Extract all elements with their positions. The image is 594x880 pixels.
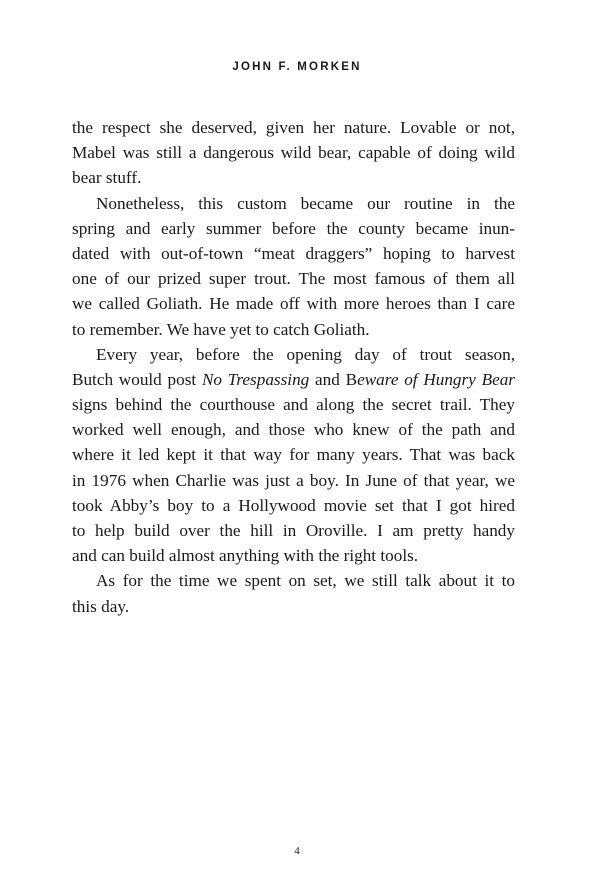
text-line: dated with out-of-town “meat draggers” hoping to harvest <box>72 243 515 263</box>
body-text <box>72 115 515 619</box>
text-line: in 1976 when Charlie was just a boy. In June of that year, we <box>72 470 515 490</box>
text-line: signs behind the courthouse and along the secret trail. They <box>72 395 515 415</box>
text-line: one of our prized super trout. The most famous of them all <box>72 269 515 289</box>
text-run: and B <box>309 369 358 389</box>
page-number: 4 <box>294 845 300 857</box>
text-line: to remember. We have yet to catch Goliath. <box>72 319 370 339</box>
paragraph-3 <box>72 342 515 569</box>
text-line: this day. <box>72 596 130 616</box>
text-line: to help build over the hill in Oroville. I am pretty handy <box>72 521 515 540</box>
paragraph-2 <box>72 191 515 342</box>
text-line: where it led kept it that way for many years. That was back <box>72 445 515 465</box>
text-line: spring and early summer before the county became inun- <box>72 218 515 238</box>
text-line: the respect she deserved, given her nature. Lovable or not, <box>72 118 515 137</box>
text-line: Every year, before the opening day of trout season, <box>96 344 515 364</box>
italic-sign-text: eware of Hungry Bear <box>357 369 515 389</box>
text-line: Nonetheless, this custom became our routine in the <box>96 193 515 213</box>
paragraph-1 <box>72 115 515 191</box>
italic-sign-text: No Trespassing <box>201 369 310 389</box>
text-run: Butch would post <box>72 369 202 389</box>
text-line: and can build almost anything with the right tools. <box>72 546 419 566</box>
text-line: As for the time we spent on set, we still talk about it to <box>96 571 515 591</box>
text-line: took Abby’s boy to a Hollywood movie set that I got hired <box>72 495 515 515</box>
text-line-with-italics <box>72 367 515 392</box>
paragraph-4 <box>72 568 515 618</box>
text-line: worked well enough, and those who knew of the path and <box>72 420 515 440</box>
text-line: we called Goliath. He made off with more heroes than I care <box>72 294 515 314</box>
text-line: Mabel was still a dangerous wild bear, capable of doing wild <box>72 143 515 163</box>
text-line: bear stuff. <box>72 168 142 188</box>
running-head: JOHN F. MORKEN <box>232 61 362 73</box>
